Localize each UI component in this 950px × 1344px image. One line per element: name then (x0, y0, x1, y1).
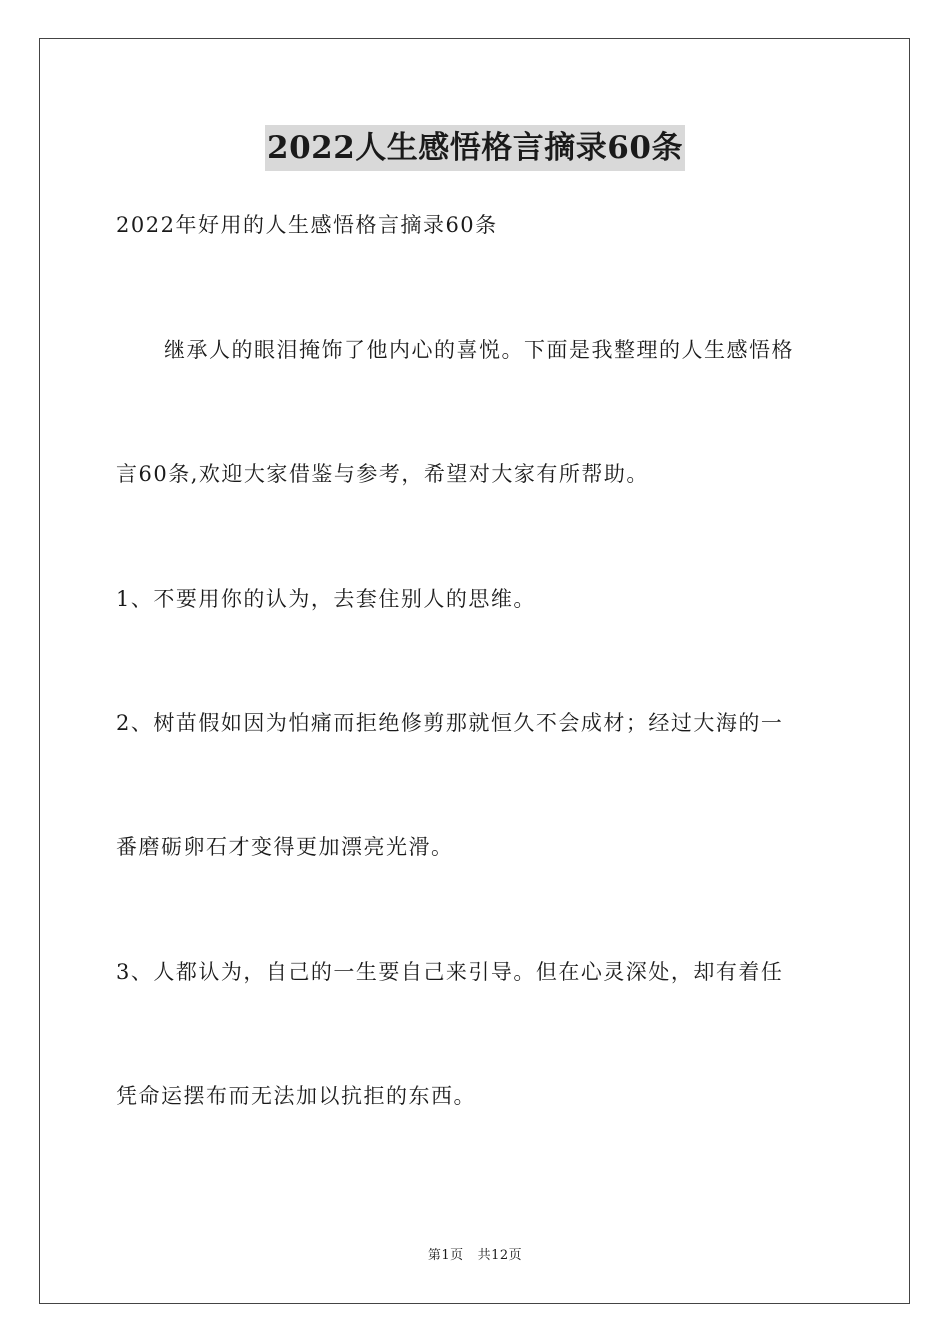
quote-1-line-1: 1、不要用你的认为，去套住别人的思维。 (116, 587, 536, 611)
intro-line-1: 继承人的眼泪掩饰了他内心的喜悦。下面是我整理的人生感悟格 (164, 338, 794, 362)
title-container (0, 125, 950, 171)
quote-2-line-1: 2、树苗假如因为怕痛而拒绝修剪那就恒久不会成材；经过大海的一 (116, 711, 784, 735)
intro-line-2: 言60条,欢迎大家借鉴与参考，希望对大家有所帮助。 (116, 462, 649, 486)
quote-3-line-1: 3、人都认为，自己的一生要自己来引导。但在心灵深处，却有着任 (116, 960, 784, 984)
page-total: 共12页 (477, 1248, 523, 1263)
quote-3-line-2: 凭命运摆布而无法加以抗拒的东西。 (116, 1084, 476, 1108)
page-footer (0, 1247, 950, 1265)
quote-2-line-2: 番磨砺卵石才变得更加漂亮光滑。 (116, 835, 454, 859)
document-title: 2022人生感悟格言摘录60条 (265, 125, 685, 171)
page-number: 第1页 (427, 1248, 464, 1263)
subtitle-line: 2022年好用的人生感悟格言摘录60条 (116, 213, 498, 237)
